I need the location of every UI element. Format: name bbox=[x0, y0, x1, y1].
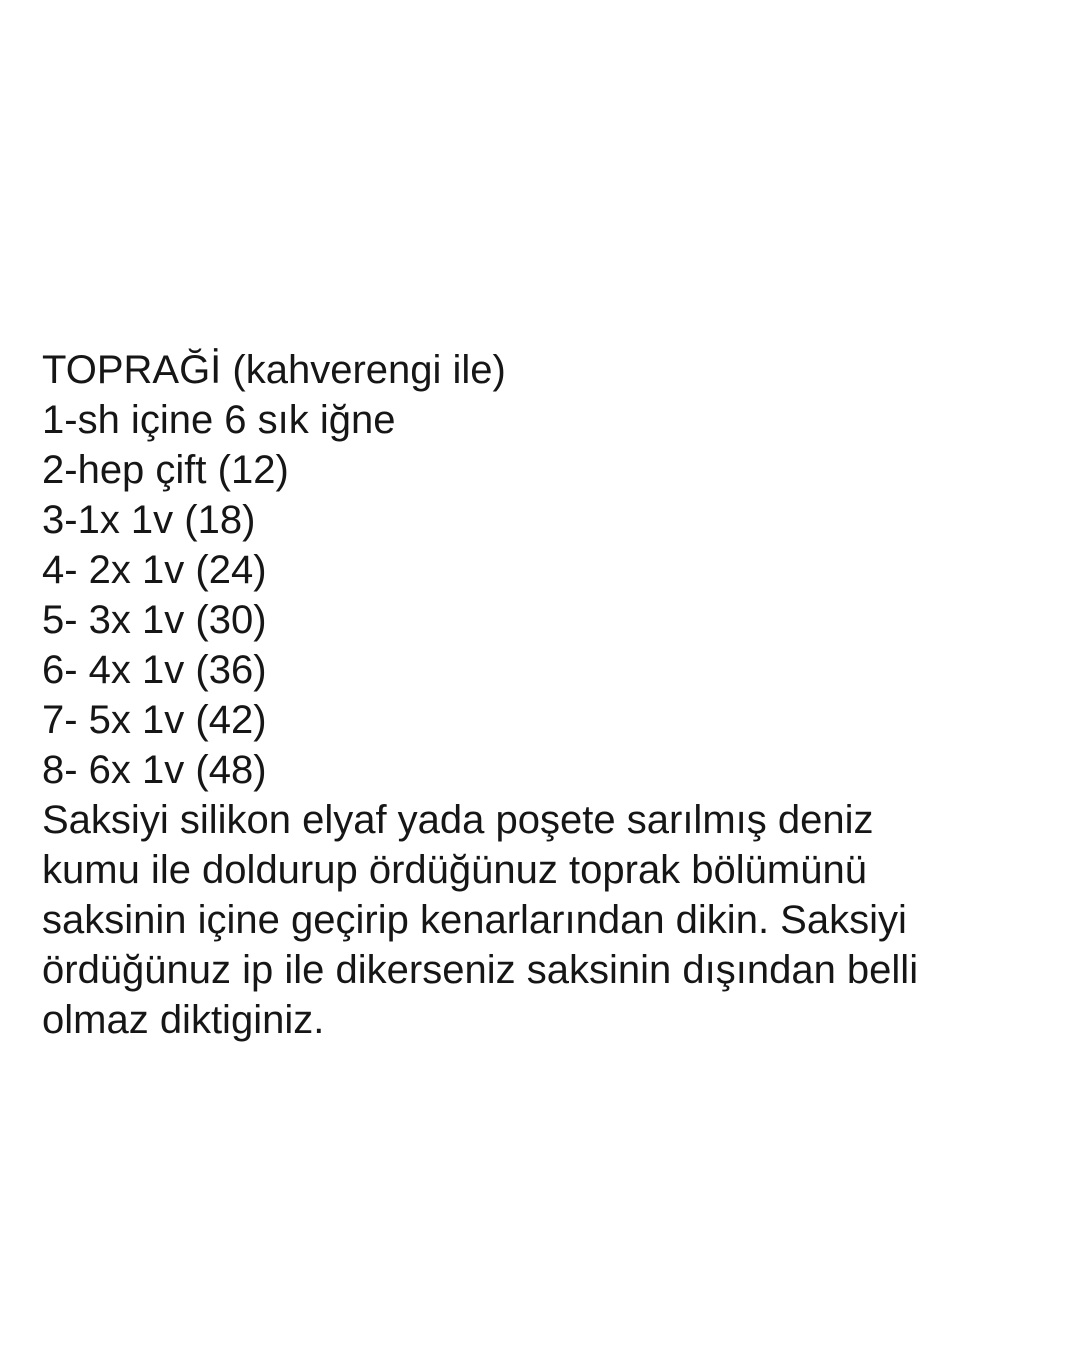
instruction-line-3: saksinin içine geçirip kenarlarından dikin. Saksiyi bbox=[42, 898, 907, 942]
section-title: TOPRAĞİ (kahverengi ile) bbox=[42, 348, 506, 392]
instruction-line-1: Saksiyi silikon elyaf yada poşete sarılmış deniz bbox=[42, 798, 874, 842]
pattern-row-1: 1-sh içine 6 sık iğne bbox=[42, 398, 396, 442]
pattern-row-5: 5- 3x 1v (30) bbox=[42, 598, 267, 642]
pattern-text-block bbox=[42, 345, 1032, 1045]
pattern-row-7: 7- 5x 1v (42) bbox=[42, 698, 267, 742]
pattern-row-8: 8- 6x 1v (48) bbox=[42, 748, 267, 792]
instruction-line-4: ördüğünuz ip ile dikerseniz saksinin dışından belli bbox=[42, 948, 919, 992]
pattern-row-4: 4- 2x 1v (24) bbox=[42, 548, 267, 592]
pattern-row-6: 6- 4x 1v (36) bbox=[42, 648, 267, 692]
pattern-row-2: 2-hep çift (12) bbox=[42, 448, 289, 492]
instruction-line-5: olmaz diktiginiz. bbox=[42, 998, 325, 1042]
pattern-row-3: 3-1x 1v (18) bbox=[42, 498, 256, 542]
instruction-line-2: kumu ile doldurup ördüğünuz toprak bölümünü bbox=[42, 848, 867, 892]
